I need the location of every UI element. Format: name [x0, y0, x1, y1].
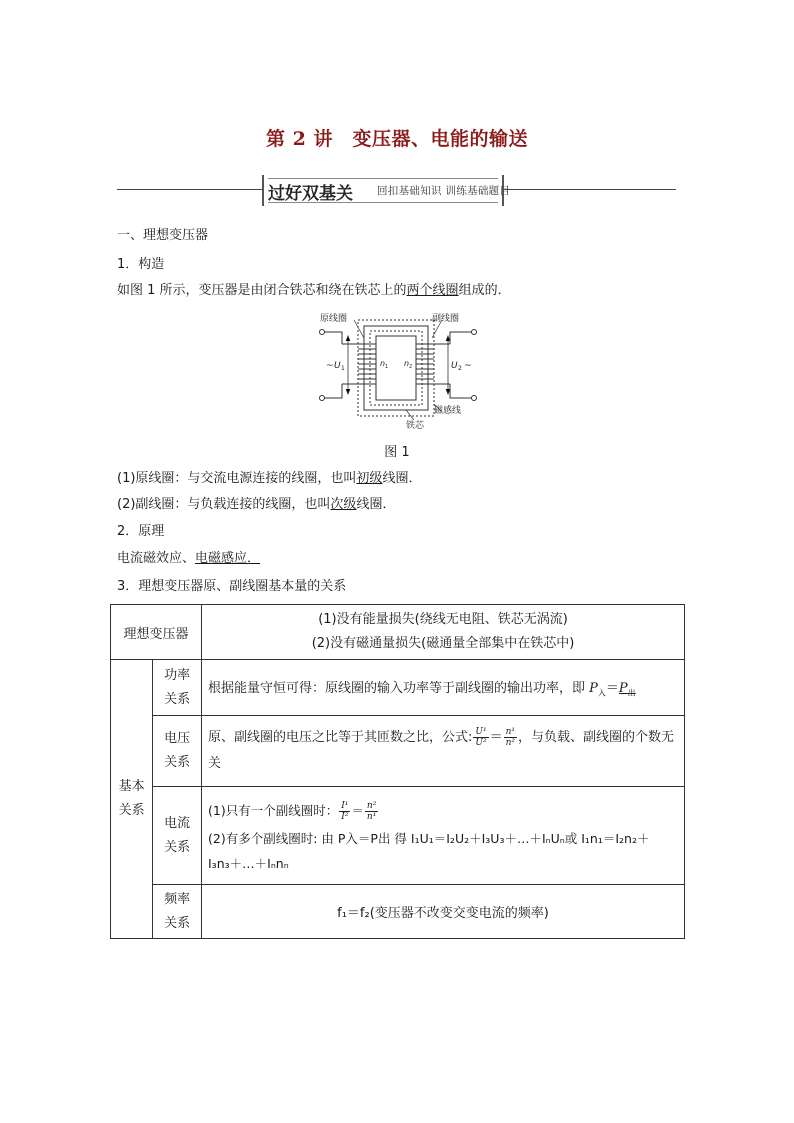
principle-text-a: 电流磁效应、 — [117, 551, 196, 566]
leader-core — [406, 410, 414, 420]
voltage-text-b: ，与负载、副线圈的个数无关 — [208, 730, 675, 771]
label-n1: n — [380, 359, 386, 368]
power-text: 根据能量守恒可得：原线圈的输入功率等于副线圈的输出功率，即 — [208, 680, 590, 696]
secondary-def-a: (2)副线圈：与负载连接的线圈，也叫 — [117, 497, 331, 512]
secondary-def-underlined: 次级 — [330, 497, 357, 512]
table-row — [111, 605, 685, 660]
power-eq: ＝ — [605, 680, 619, 696]
voltage-frac1-num: U¹ — [475, 727, 487, 737]
label-n2-sub: 2 — [409, 364, 413, 370]
label-u1-sub: 1 — [341, 365, 345, 372]
power-rhs: P — [618, 680, 628, 696]
flux-line-outer — [358, 320, 434, 416]
tilde-left: ~ — [326, 361, 334, 371]
label-n1-sub: 1 — [385, 364, 389, 370]
section-heading: 一、理想变压器 — [117, 228, 209, 243]
relations-table — [110, 604, 685, 939]
figure-caption: 图 1 — [384, 445, 410, 460]
power-rhs-sub: 出 — [627, 688, 636, 698]
label-secondary-coil: 副线圈 — [432, 314, 460, 324]
current-label-cell — [153, 787, 202, 885]
secondary-terminal-bottom — [472, 396, 477, 401]
voltage-fraction-left — [473, 727, 488, 748]
principle-underlined: 电磁感应． — [195, 551, 261, 566]
voltage-frac1-den: U² — [475, 738, 487, 748]
voltage-frac2-num: n¹ — [505, 727, 516, 737]
voltage-label: 电压关系 — [164, 731, 191, 770]
current-frac1-num: I¹ — [341, 800, 349, 811]
ideal-condition-2: (2)没有磁通量损失(磁通量全部集中在铁芯中) — [311, 636, 575, 651]
current-many-line-2: I₃n₃＋…＋Iₙnₙ — [208, 855, 289, 871]
voltage-text-a: 原、副线圈的电压之比等于其匝数之比，公式: — [208, 730, 473, 745]
banner-rule-left — [117, 189, 269, 190]
current-many-line-1: (2)有多个副线圈时: 由 P入＝P出 得 I₁U₁＝I₂U₂＋I₃U₃＋…＋IₙUₙ或 I₁n₁＝I₂n₂＋ — [208, 830, 650, 846]
voltage-content-cell — [202, 716, 685, 787]
power-label-cell — [153, 660, 202, 716]
label-primary-coil: 原线圈 — [320, 314, 348, 324]
label-n2: n — [404, 359, 410, 368]
power-lhs: P — [589, 680, 598, 696]
ideal-conditions-cell — [202, 605, 685, 660]
current-frac2-num: n² — [366, 800, 377, 811]
label-u2: U — [451, 361, 458, 371]
primary-terminal-top — [320, 330, 325, 335]
item-heading-principle: 2．原理 — [117, 524, 165, 539]
ideal-condition-1: (1)没有能量损失(绕线无电阻、铁芯无涡流) — [318, 612, 568, 627]
current-fraction-right — [365, 801, 378, 822]
primary-def-a: (1)原线圈：与交流电源连接的线圈，也叫 — [117, 471, 357, 486]
label-core: 铁芯 — [406, 421, 425, 431]
table-row — [111, 787, 685, 885]
current-frac2-den: n¹ — [366, 811, 377, 822]
label-u1: U — [334, 361, 341, 371]
power-lhs-sub: 入 — [597, 688, 606, 698]
construction-underlined: 两个线圈 — [406, 283, 459, 298]
current-one-text: (1)只有一个副线圈时： — [208, 802, 339, 818]
flux-line-inner — [370, 331, 422, 405]
transformer-diagram — [318, 308, 478, 434]
voltage-label-cell — [153, 716, 202, 787]
construction-text-a: 如图 1 所示，变压器是由闭合铁芯和绕在铁芯上的 — [117, 283, 407, 298]
item-heading-construction: 1．构造 — [117, 257, 165, 272]
banner-subtitle: 回扣基础知识 训练基础题目 — [377, 185, 511, 197]
secondary-def-b: 线圈． — [356, 497, 396, 512]
banner-title: 过好双基关 — [268, 184, 353, 204]
basic-header-cell — [111, 660, 153, 939]
voltage-frac2-den: n² — [505, 738, 516, 748]
current-line-one — [208, 796, 678, 826]
item-heading-relations: 3．理想变压器原、副线圈基本量的关系 — [117, 579, 347, 594]
page-title: 第 2 讲 变压器、电能的输送 — [266, 128, 528, 150]
core-outer — [364, 326, 428, 410]
ideal-header-cell: 理想变压器 — [111, 605, 202, 660]
tilde-right: ~ — [464, 361, 472, 371]
frequency-content-cell: f₁＝f₂(变压器不改变交变电流的频率) — [202, 885, 685, 939]
current-eq: ＝ — [351, 802, 364, 818]
voltage-eq: ＝ — [489, 730, 503, 745]
label-flux: 磁感线 — [434, 406, 462, 416]
basic-header-text: 基本关系 — [118, 779, 145, 818]
secondary-coil-definition — [117, 495, 395, 515]
label-u2-sub: 2 — [458, 365, 462, 372]
power-label: 功率关系 — [164, 667, 191, 707]
primary-def-underlined: 初级 — [356, 471, 383, 486]
leader-primary — [354, 320, 364, 338]
table-row — [111, 885, 685, 939]
current-fraction-left — [339, 801, 350, 822]
frequency-label: 频率关系 — [164, 891, 191, 931]
primary-def-b: 线圈． — [382, 471, 422, 486]
current-frac1-den: I² — [341, 811, 349, 822]
secondary-terminal-top — [472, 330, 477, 335]
banner-rule-right — [504, 189, 676, 190]
construction-text — [117, 281, 511, 301]
power-content-cell — [202, 660, 685, 716]
voltage-fraction-right — [504, 727, 517, 748]
primary-coil-definition — [117, 469, 421, 489]
frequency-label-cell — [153, 885, 202, 939]
table-row — [111, 660, 685, 716]
principle-text — [117, 549, 260, 569]
table-row — [111, 716, 685, 787]
current-content-cell — [202, 787, 685, 885]
current-label: 电流关系 — [164, 815, 191, 855]
construction-text-b: 组成的． — [458, 283, 511, 298]
primary-terminal-bottom — [320, 396, 325, 401]
